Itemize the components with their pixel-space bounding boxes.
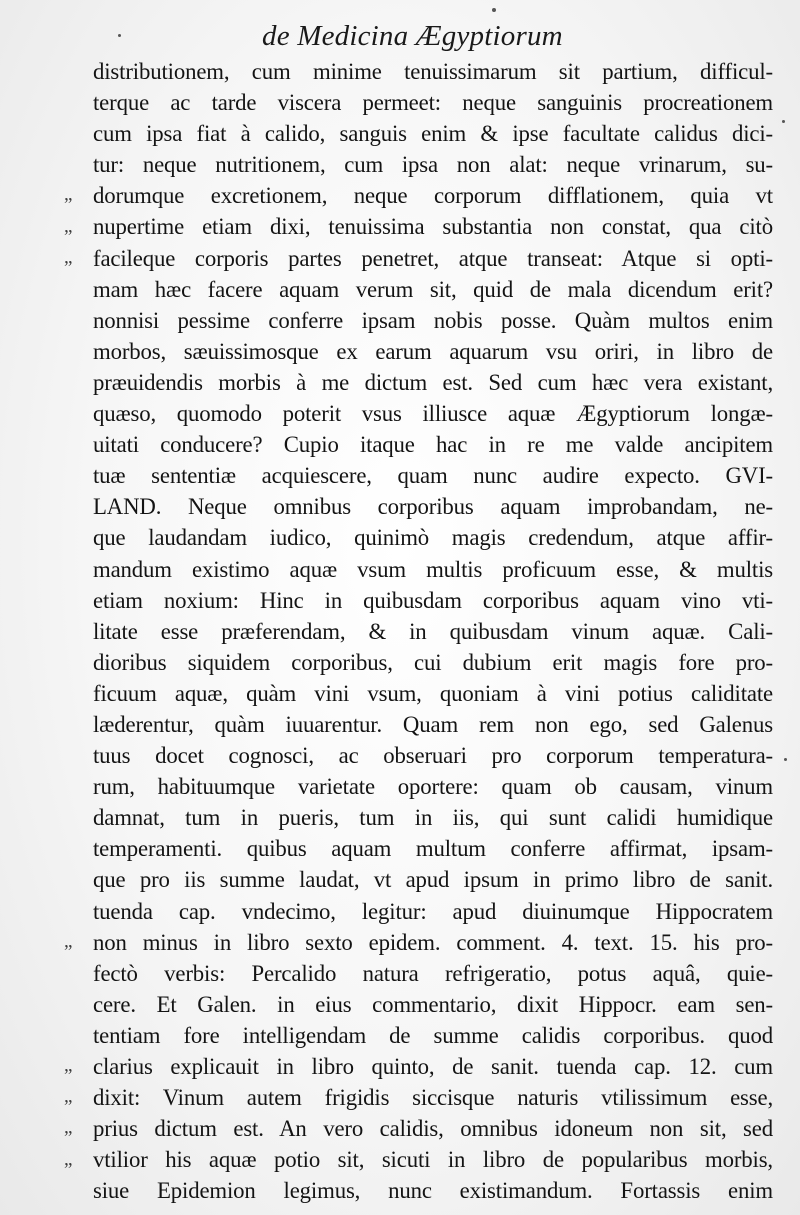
text-line: dioribus siquidem corporibus, cui dubium erit magis fore pro- <box>93 649 773 675</box>
margin-mark: „ <box>64 1055 73 1077</box>
running-head: de Medicina Ægyptiorum <box>262 20 563 52</box>
text-line: ficuum aquæ, quàm vini vsum, quoniam à vini potius caliditate <box>93 680 773 706</box>
margin-mark: „ <box>64 215 73 237</box>
margin-mark: „ <box>64 246 73 268</box>
text-line: fectò verbis: Percalido natura refrigeratio, potus aquâ, quie- <box>93 960 773 986</box>
margin-mark: „ <box>64 1117 73 1139</box>
text-line: nonnisi pessime conferre ipsam nobis posse. Quàm multos enim <box>93 307 773 333</box>
text-line: que pro iis summe laudat, vt apud ipsum in primo libro de sanit. <box>93 867 773 893</box>
text-line: facileque corporis partes penetret, atque transeat: Atque si opti- <box>93 245 773 271</box>
text-line: siue Epidemion legimus, nunc existimandum. Fortassis enim <box>93 1178 773 1204</box>
margin-mark: „ <box>64 1086 73 1108</box>
text-line: cum ipsa fiat à calido, sanguis enim & ipse facultate calidus dici- <box>93 121 773 147</box>
ink-speck <box>782 120 785 123</box>
ink-speck <box>784 758 787 761</box>
text-line: prius dictum est. An vero calidis, omnibus idoneum non sit, sed <box>93 1116 773 1142</box>
margin-mark: „ <box>64 1148 73 1170</box>
text-line: etiam noxium: Hinc in quibusdam corporibus aquam vino vti- <box>93 587 773 613</box>
ink-speck <box>118 34 121 37</box>
text-line: tuenda cap. vndecimo, legitur: apud diuinumque Hippocratem <box>93 898 773 924</box>
text-line: nupertime etiam dixi, tenuissima substantia non constat, qua citò <box>93 214 773 240</box>
text-line: terque ac tarde viscera permeet: neque sanguinis procreationem <box>93 90 773 116</box>
text-line: tuæ sententiæ acquiescere, quam nunc audire expecto. GVI- <box>93 463 773 489</box>
text-line: dorumque excretionem, neque corporum difflationem, quia vt <box>93 183 773 209</box>
text-line: clarius explicauit in libro quinto, de sanit. tuenda cap. 12. cum <box>93 1054 773 1079</box>
text-line: uitati conducere? Cupio itaque hac in re me valde ancipitem <box>93 432 773 458</box>
text-line: quæso, quomodo poterit vsus illiusce aquæ Ægyptiorum longæ- <box>93 401 773 427</box>
text-line: litate esse præferendam, & in quibusdam vinum aquæ. Cali- <box>93 618 773 644</box>
text-line: tuus docet cognosci, ac obseruari pro corporum temperatura- <box>93 743 773 769</box>
text-line: præuidendis morbis à me dictum est. Sed cum hæc vera existant, <box>93 369 773 395</box>
text-line: tur: neque nutritionem, cum ipsa non alat: neque vrinarum, su- <box>93 152 773 178</box>
text-line: dixit: Vinum autem frigidis siccisque naturis vtilissimum esse, <box>93 1085 773 1111</box>
body-text <box>93 56 773 1206</box>
text-line: temperamenti. quibus aquam multum conferre affirmat, ipsam- <box>93 836 773 862</box>
ink-speck <box>492 8 496 12</box>
text-line: vtilior his aquæ potio sit, sicuti in libro de popularibus morbis, <box>93 1147 773 1173</box>
text-line: distributionem, cum minime tenuissimarum sit partium, difficul- <box>93 59 773 84</box>
text-line: rum, habituumque varietate oportere: quam ob causam, vinum <box>93 774 773 800</box>
text-line: que laudandam iudico, quinimò magis credendum, atque affir- <box>93 525 773 551</box>
margin-mark: „ <box>64 184 73 206</box>
text-line: damnat, tum in pueris, tum in iis, qui sunt calidi humidique <box>93 805 773 831</box>
text-line: tentiam fore intelligendam de summe calidis corporibus. quod <box>93 1022 773 1048</box>
text-line: LAND. Neque omnibus corporibus aquam improbandam, ne- <box>93 494 773 520</box>
text-line: læderentur, quàm iuuarentur. Quam rem non ego, sed Galenus <box>93 711 773 737</box>
text-line: cere. Et Galen. in eius commentario, dixit Hippocr. eam sen- <box>93 991 773 1017</box>
text-line: mam hæc facere aquam verum sit, quid de mala dicendum erit? <box>93 276 773 302</box>
margin-mark: „ <box>64 930 73 952</box>
margin-quotation-marks <box>0 0 90 1215</box>
text-line: morbos, sæuissimosque ex earum aquarum vsu oriri, in libro de <box>93 338 773 364</box>
text-line: non minus in libro sexto epidem. comment. 4. text. 15. his pro- <box>93 929 773 955</box>
text-line: mandum existimo aquæ vsum multis proficuum esse, & multis <box>93 556 773 582</box>
